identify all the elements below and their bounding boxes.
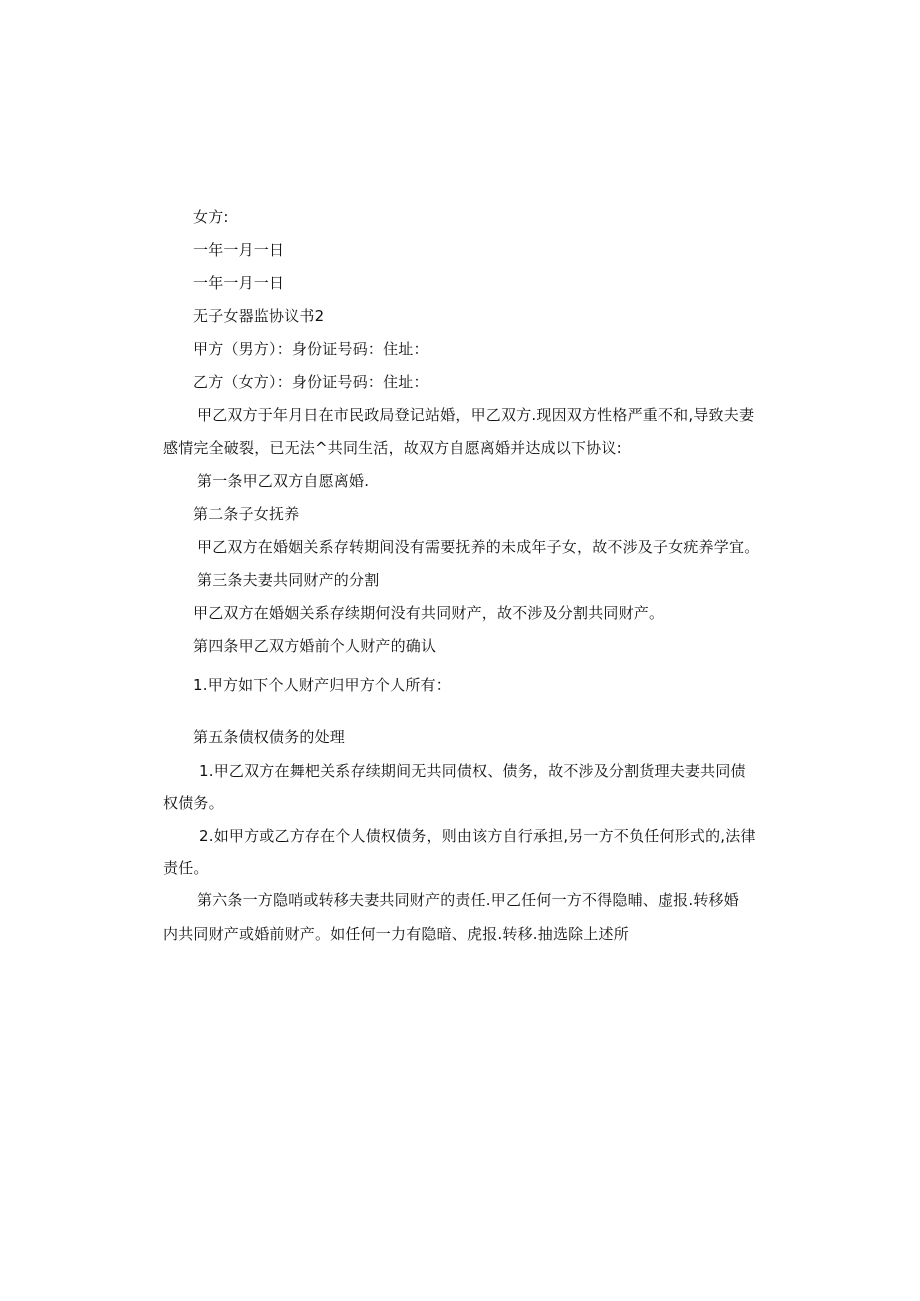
article-5-item-2-line-1: 2.如甲方或乙方存在个人债权债务，则由该方自行承担,另一方不负任何形式的,法律 — [199, 827, 756, 845]
preamble-line-1: 甲乙双方于年月日在市民政局登记站婚，甲乙双方.现因双方性格严重不和,导致夫妻 — [197, 406, 755, 424]
article-5-item-1-line-2: 权债务。 — [163, 794, 224, 812]
article-5-item-2-line-2: 责任。 — [163, 859, 209, 877]
article-3-heading: 第三条夫妻共同财产的分割 — [197, 571, 380, 589]
female-party-label: 女方: — [193, 208, 229, 226]
preamble-line-2: 感情完全破裂，已无法^共同生活，故双方自愿离婚并达成以下协议: — [163, 439, 622, 457]
date-line-1: 一年一月一日 — [193, 241, 285, 259]
article-5-heading: 第五条债权债务的处理 — [193, 728, 346, 746]
party-b-info: 乙方（女方）：身份证号码：住址： — [193, 373, 429, 391]
article-1: 第一条甲乙双方自愿离婚. — [197, 472, 370, 490]
article-2-body: 甲乙双方在婚姻关系存转期间没有需要抚养的未成年子女，故不涉及子女疣养学宜。 — [197, 538, 760, 556]
article-4-heading: 第四条甲乙双方婚前个人财产的确认 — [193, 637, 437, 655]
party-a-info: 甲方（男方）：身份证号码：住址： — [193, 340, 429, 358]
article-2-heading: 第二条子女抚养 — [193, 505, 300, 523]
article-6-line-1: 第六条一方隐哨或转移夫妻共同财产的责任.甲乙任何一方不得隐晡、虚报.转移婚 — [197, 891, 739, 909]
article-3-body: 甲乙双方在婚姻关系存续期何没有共同财产，故不涉及分割共同财产。 — [193, 604, 665, 622]
date-line-2: 一年一月一日 — [193, 274, 285, 292]
article-5-item-1-line-1: 1.甲乙双方在舞杷关系存续期间无共同债权、债务，故不涉及分割货理夫妻共同债 — [199, 762, 746, 780]
article-6-line-2: 内共同财产或婚前财产。如任何一力有隐暗、虎报.转移.抽选除上述所 — [163, 925, 629, 943]
document-title: 无子女器监协议书2 — [193, 307, 325, 325]
article-4-item-1: 1.甲方如下个人财产归甲方个人所有： — [193, 676, 451, 694]
